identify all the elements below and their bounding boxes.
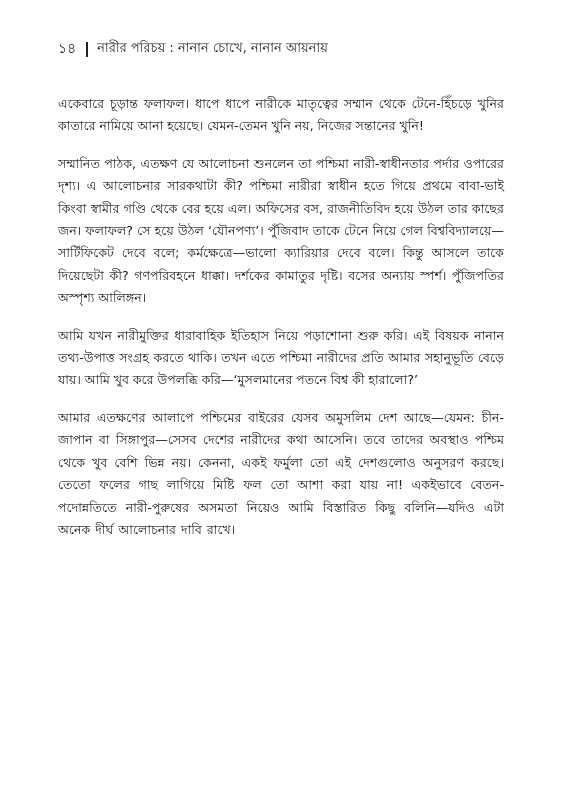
paragraph: আমার এতক্ষণের আলাপে পশ্চিমের বাইরের যেসব অমুসলিম দেশ আছে—যেমন: চীন-জাপান বা সিঙ্গাপুর—সেসব দেশের নারীদের কথা আসেনি। তবে তাদের অবস্থাও পশ্চিম থেকে খুব বেশি ভিন্ন নয়। কেননা, একই ফর্মুলা তো এই দেশগুলোও অনুসরণ করছে। তেতো ফলের গাছ লাগিয়ে মিষ্টি ফল তো আশা করা যায় না! একইভাবে বেতন-পদোন্নতিতে নারী-পুরুষের অসমতা নিয়েও আমি বিস্তারিত কিছু বলিনি—যদিও এটা অনেক দীর্ঘ আলোচনার দাবি রাখে। <box>58 409 504 537</box>
paragraph: আমি যখন নারীমুক্তির ধারাবাহিক ইতিহাস নিয়ে পড়াশোনা শুরু করি। এই বিষয়ক নানান তথ্য-উপাত্ত সংগ্রহ করতে থাকি। তখন এতে পশ্চিমা নারীদের প্রতি আমার সহানুভূতি বেড়ে যায়। আমি খুব করে উপলব্ধি করি—‘মুসলমানের পতনে বিশ্ব কী হারালো?’ <box>58 327 504 388</box>
running-header <box>58 40 504 58</box>
page-number: ১৪ <box>58 41 77 57</box>
body-text <box>58 93 504 541</box>
paragraph: একেবারে চূড়ান্ত ফলাফল। ধাপে ধাপে নারীকে মাতৃত্বের সম্মান থেকে টেনে-হিঁচড়ে খুনির কাতারে নামিয়ে আনা হয়েছে। যেমন-তেমন খুনি নয়, নিজের সন্তানের খুনি! <box>58 96 504 134</box>
paragraph: সম্মানিত পাঠক, এতক্ষণ যে আলোচনা শুনলেন তা পশ্চিমা নারী-স্বাধীনতার পর্দার ওপারের দৃশ্য। এ আলোচনার সারকথাটা কী? পশ্চিমা নারীরা স্বাধীন হতে গিয়ে প্রথমে বাবা-ভাই কিংবা স্বামীর গণ্ডি থেকে বের হয়ে এল। অফিসের বস, রাজনীতিবিদ হয়ে উঠল তার কাছের জন। ফলাফল? সে হয়ে উঠল ‘যৌনপণ্য’। পুঁজিবাদ তাকে টেনে নিয়ে গেল বিশ্ববিদ্যালয়ে—সার্টিফিকেট দেবে বলে; কর্মক্ষেত্রে—ভালো ক্যারিয়ার দেবে বলে। কিন্তু আসলে তাকে দিয়েছেটা কী? গণপরিবহনে ধাক্কা। দর্শকের কামাতুর দৃষ্টি। বসের অন্যায় স্পর্শ। পুঁজিপতির অস্পৃশ্য আলিঙ্গন। <box>58 155 504 306</box>
header-divider <box>86 42 88 57</box>
running-title: নারীর পরিচয় : নানান চোখে, নানান আয়নায় <box>97 41 328 56</box>
